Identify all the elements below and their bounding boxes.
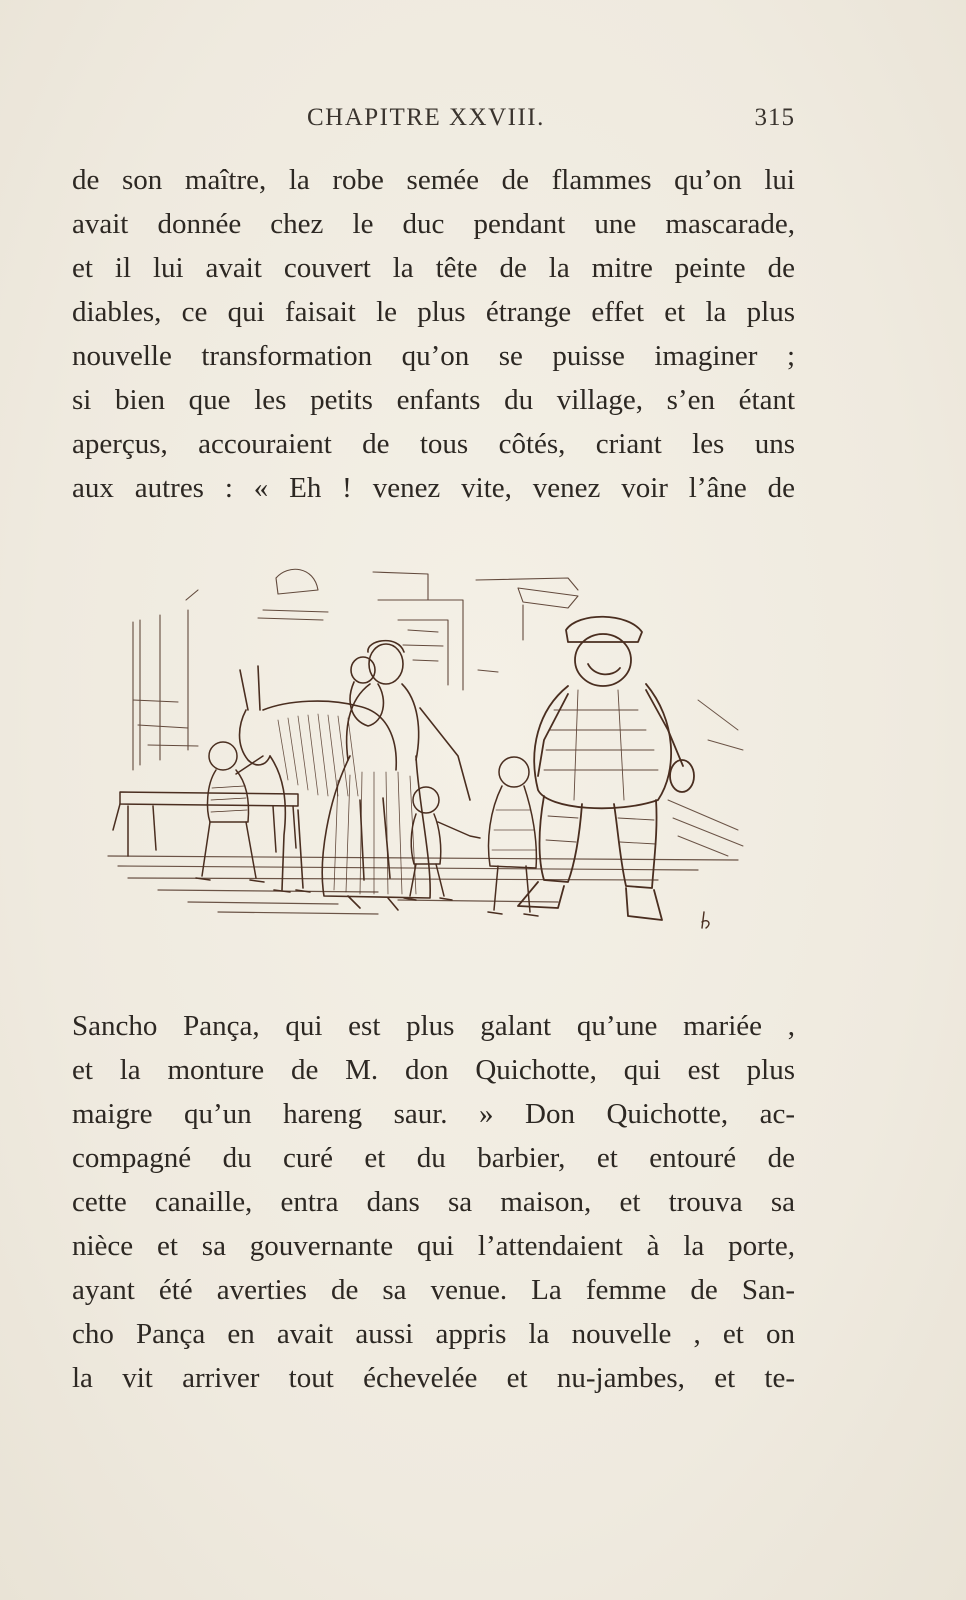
text-line: la vit arriver tout échevelée et nu-jambes, et te- [72,1362,795,1394]
text-line: aux autres : « Eh ! venez vite, venez voir l’âne de [72,472,795,504]
text-block-top [72,158,795,510]
running-head: CHAPITRE XXVIII. [307,104,545,131]
text-line: cho Pança en avait aussi appris la nouvelle , et on [72,1318,795,1350]
text-line: Sancho Pança, qui est plus galant qu’une mariée , [72,1010,795,1042]
text-line: nouvelle transformation qu’on se puisse imaginer ; [72,340,795,372]
page-number: 315 [754,104,795,131]
text-line: diables, ce qui faisait le plus étrange effet et la plus [72,296,795,328]
text-line: et il lui avait couvert la tête de la mitre peinte de [72,252,795,284]
text-line: si bien que les petits enfants du village, s’en étant [72,384,795,416]
text-line: et la monture de M. don Quichotte, qui est plus [72,1054,795,1086]
village-scene-engraving [98,560,758,968]
sancho-panza [518,617,694,920]
text-line: compagné du curé et du barbier, et entouré de [72,1142,795,1174]
text-line: ayant été averties de sa venue. La femme de San- [72,1274,795,1306]
text-line: aperçus, accouraient de tous côtés, criant les uns [72,428,795,460]
bench [113,792,298,856]
engraving-illustration [98,560,758,968]
text-line: maigre qu’un hareng saur. » Don Quichotte, ac- [72,1098,795,1130]
right-hatching [668,700,743,856]
text-line: nièce et sa gouvernante qui l’attendaient à la porte, [72,1230,795,1262]
background-house [133,569,578,770]
text-line: de son maître, la robe semée de flammes qu’on lui [72,164,795,196]
text-line: cette canaille, entra dans sa maison, et trouva sa [72,1186,795,1218]
text-line: avait donnée chez le duc pendant une mascarade, [72,208,795,240]
child-left [196,742,264,882]
text-block-bottom [72,1004,795,1400]
artist-monogram [702,912,709,928]
page-header [72,104,795,140]
